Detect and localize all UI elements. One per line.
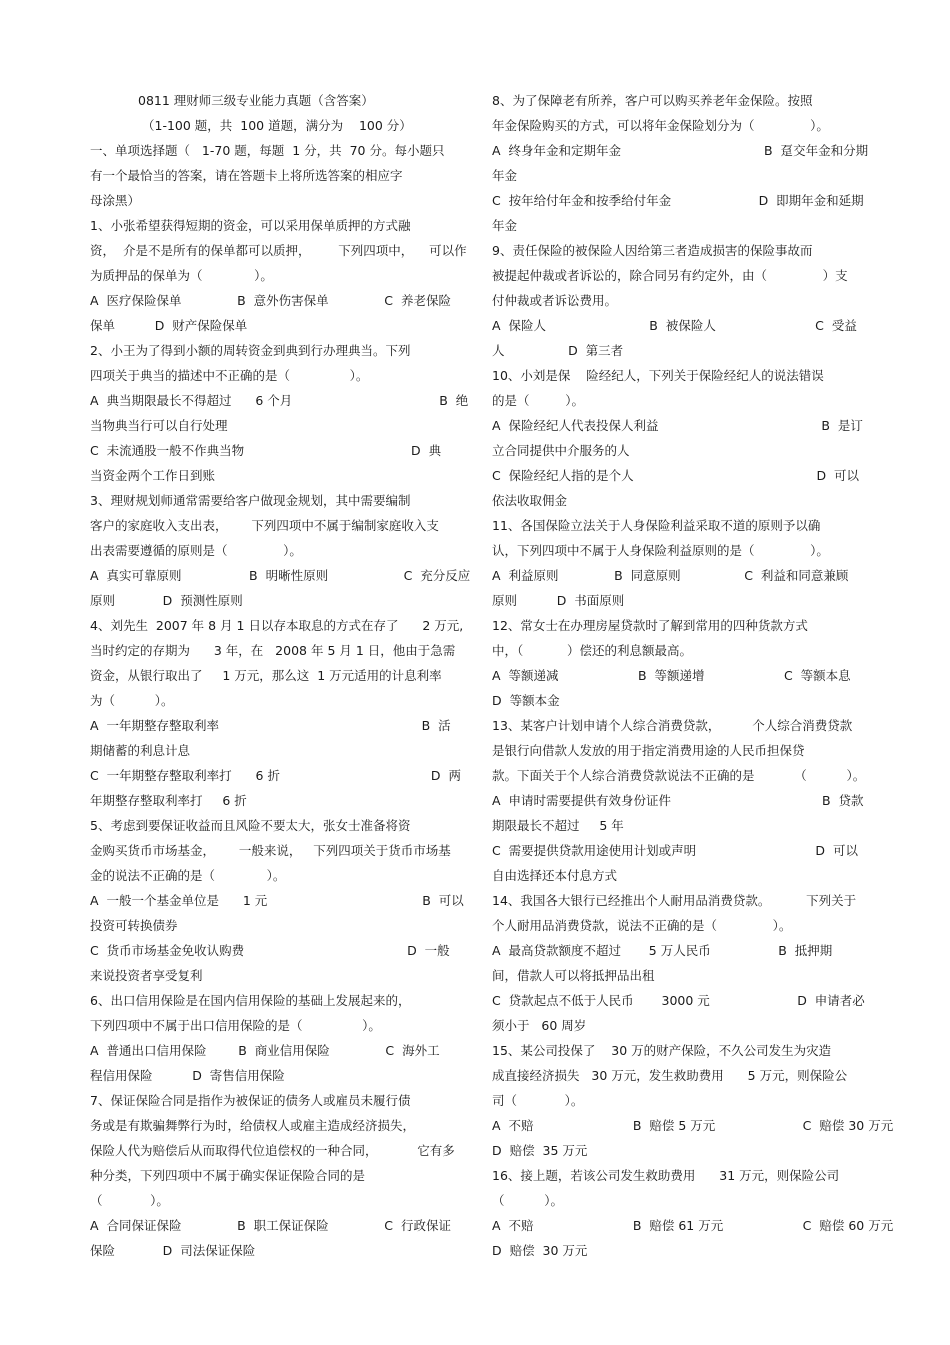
right-text-line: A 保险经纪人代表投保人利益 B 是订 bbox=[492, 418, 863, 433]
right-text-line: 12、常女士在办理房屋贷款时了解到常用的四种货款方式 bbox=[492, 618, 808, 633]
left-text-line: A 真实可靠原则 B 明晰性原则 C 充分反应 bbox=[90, 568, 471, 583]
right-text-line: 11、各国保险立法关于人身保险利益采取不道的原则予以确 bbox=[492, 518, 821, 533]
right-text-line: 16、接上题，若该公司发生救助费用 31 万元，则保险公司 bbox=[492, 1168, 840, 1183]
right-text-line: 期限最长不超过 5 年 bbox=[492, 818, 624, 833]
right-text-line: 15、某公司投保了 30 万的财产保险，不久公司发生为灾造 bbox=[492, 1043, 832, 1058]
left-text-line: 当物典当行可以自行处理 bbox=[90, 418, 228, 433]
left-text-line: 5、考虑到要保证收益而且风险不要太大，张女士准备将资 bbox=[90, 818, 411, 833]
right-text-line: 立合同提供中介服务的人 bbox=[492, 443, 630, 458]
left-text-line: 母涂黑） bbox=[90, 193, 141, 208]
left-text-line: A 典当期限最长不得超过 6 个月 B 绝 bbox=[90, 393, 469, 408]
right-text-line: 13、某客户计划申请个人综合消费贷款， 个人综合消费贷款 bbox=[492, 718, 853, 733]
left-text-line: 下列四项中不属于出口信用保险的是（ ）。 bbox=[90, 1018, 381, 1033]
right-text-line: A 不赔 B 赔偿 5 万元 C 赔偿 30 万元 bbox=[492, 1118, 894, 1133]
left-text-line: C 货币市场基金免收认购费 D 一般 bbox=[90, 943, 450, 958]
left-text-line: 保单 D 财产保险保单 bbox=[90, 318, 248, 333]
left-text-line: 客户的家庭收入支出表， 下列四项中不属于编制家庭收入支 bbox=[90, 518, 439, 533]
left-text-line: 出表需要遵循的原则是（ ）。 bbox=[90, 543, 302, 558]
left-text-line: 2、小王为了得到小额的周转资金到典到行办理典当。下列 bbox=[90, 343, 411, 358]
right-text-line: A 申请时需要提供有效身份证件 B 贷款 bbox=[492, 793, 864, 808]
left-text-line: 原则 D 预测性原则 bbox=[90, 593, 243, 608]
left-text-line: 一、单项选择题（ 1-70 题，每题 1 分，共 70 分。每小题只 bbox=[90, 143, 445, 158]
right-text-line: 8、为了保障老有所养，客户可以购买养老年金保险。按照 bbox=[492, 93, 813, 108]
right-text-line: 认，下列四项中不属于人身保险利益原则的是（ ）。 bbox=[492, 543, 829, 558]
left-text-line: 当时约定的存期为 3 年，在 2008 年 5 月 1 日，他由于急需 bbox=[90, 643, 456, 658]
left-text-line: 四项关于典当的描述中不正确的是（ ）。 bbox=[90, 368, 369, 383]
left-text-line: A 医疗保险保单 B 意外伤害保单 C 养老保险 bbox=[90, 293, 451, 308]
right-text-line: 年金 bbox=[492, 218, 518, 233]
left-text-line: 为质押品的保单为（ ）。 bbox=[90, 268, 273, 283]
right-text-line: A 最高贷款额度不超过 5 万人民币 B 抵押期 bbox=[492, 943, 833, 958]
right-text-line: D 赔偿 35 万元 bbox=[492, 1143, 588, 1158]
left-text-line: A 一年期整存整取利率 B 活 bbox=[90, 718, 451, 733]
right-text-line: 的是（ ）。 bbox=[492, 393, 585, 408]
left-text-line: 保险 D 司法保证保险 bbox=[90, 1243, 256, 1258]
left-text-line: 种分类，下列四项中不属于确实保证保险合同的是 bbox=[90, 1168, 366, 1183]
left-text-line: 为（ ）。 bbox=[90, 693, 174, 708]
right-text-line: 个人耐用品消费贷款，说法不正确的是（ ）。 bbox=[492, 918, 792, 933]
left-text-line: （ ）。 bbox=[90, 1193, 169, 1208]
left-text-line: A 普通出口信用保险 B 商业信用保险 C 海外工 bbox=[90, 1043, 440, 1058]
left-text-line: C 未流通股一般不作典当物 D 典 bbox=[90, 443, 442, 458]
right-text-line: 依法收取佣金 bbox=[492, 493, 568, 508]
left-text-line: 资金，从银行取出了 1 万元，那么这 1 万元适用的计息利率 bbox=[90, 668, 442, 683]
right-text-line: 9、责任保险的被保险人因给第三者造成损害的保险事故而 bbox=[492, 243, 813, 258]
right-text-line: A 不赔 B 赔偿 61 万元 C 赔偿 60 万元 bbox=[492, 1218, 894, 1233]
right-text-line: A 利益原则 B 同意原则 C 利益和同意兼顾 bbox=[492, 568, 849, 583]
left-text-line: 有一个最恰当的答案，请在答题卡上将所选答案的相应字 bbox=[90, 168, 403, 183]
right-text-line: 须小于 60 周岁 bbox=[492, 1018, 587, 1033]
right-text-line: A 等额递减 B 等额递增 C 等额本息 bbox=[492, 668, 851, 683]
left-text-line: 保险人代为赔偿后从而取得代位追偿权的一种合同， 它有多 bbox=[90, 1143, 455, 1158]
right-text-line: 成直接经济损失 30 万元，发生救助费用 5 万元，则保险公 bbox=[492, 1068, 848, 1083]
left-text-line: 4、刘先生 2007 年 8 月 1 日以存本取息的方式在存了 2 万元, bbox=[90, 618, 464, 633]
right-text-line: 10、小刘是保 险经纪人，下列关于保险经纪人的说法错误 bbox=[492, 368, 824, 383]
right-text-line: D 赔偿 30 万元 bbox=[492, 1243, 588, 1258]
left-text-line: 期储蓄的利息计息 bbox=[90, 743, 191, 758]
right-text-line: C 需要提供贷款用途使用计划或声明 D 可以 bbox=[492, 843, 858, 858]
right-text-line: D 等额本金 bbox=[492, 693, 560, 708]
right-text-line: （ ）。 bbox=[492, 1193, 563, 1208]
left-text-line: 金的说法不正确的是（ ）。 bbox=[90, 868, 286, 883]
left-column bbox=[90, 88, 471, 1263]
right-text-line: 间，借款人可以将抵押品出租 bbox=[492, 968, 655, 983]
right-text-line: 款。下面关于个人综合消费贷款说法不正确的是 （ ）。 bbox=[492, 768, 866, 783]
right-text-line: 司（ ）。 bbox=[492, 1093, 584, 1108]
left-text-line: 3、理财规划师通常需要给客户做现金规划，其中需要编制 bbox=[90, 493, 411, 508]
left-text-line: 1、小张希望获得短期的资金，可以采用保单质押的方式融 bbox=[90, 218, 411, 233]
left-text-line: 金购买货币市场基金， 一般来说， 下列四项关于货币市场基 bbox=[90, 843, 451, 858]
right-text-line: C 保险经纪人指的是个人 D 可以 bbox=[492, 468, 860, 483]
left-text-line: 来说投资者享受复利 bbox=[90, 968, 203, 983]
left-text-line: 6、出口信用保险是在国内信用保险的基础上发展起来的， bbox=[90, 993, 411, 1008]
right-text-line: 付仲裁或者诉讼费用。 bbox=[492, 293, 618, 308]
left-text-line: A 一般一个基金单位是 1 元 B 可以 bbox=[90, 893, 464, 908]
right-text-line: 年金 bbox=[492, 168, 518, 183]
right-column bbox=[492, 88, 894, 1263]
right-text-line: 人 D 第三者 bbox=[492, 343, 624, 358]
right-text-line: 是银行向借款人发放的用于指定消费用途的人民币担保贷 bbox=[492, 743, 805, 758]
left-text-line: 投资可转换债券 bbox=[90, 918, 178, 933]
left-text-line: 程信用保险 D 寄售信用保险 bbox=[90, 1068, 285, 1083]
left-text-line: 资， 介是不是所有的保单都可以质押， 下列四项中， 可以作 bbox=[90, 243, 467, 258]
right-text-line: 自由选择还本付息方式 bbox=[492, 868, 618, 883]
left-text-line: C 一年期整存整取利率打 6 折 D 两 bbox=[90, 768, 462, 783]
left-text-line: 7、保证保险合同是指作为被保证的债务人或雇员未履行债 bbox=[90, 1093, 411, 1108]
left-text-line: 年期整存整取利率打 6 折 bbox=[90, 793, 247, 808]
right-text-line: 原则 D 书面原则 bbox=[492, 593, 625, 608]
right-text-line: C 贷款起点不低于人民币 3000 元 D 申请者必 bbox=[492, 993, 865, 1008]
left-text-line: A 合同保证保险 B 职工保证保险 C 行政保证 bbox=[90, 1218, 451, 1233]
left-text-line: （1-100 题，共 100 道题，满分为 100 分） bbox=[142, 118, 412, 133]
right-text-line: 14、我国各大银行已经推出个人耐用品消费贷款。 下列关于 bbox=[492, 893, 857, 908]
left-text-line: 务或是有欺骗舞弊行为时，给债权人或雇主造成经济损失， bbox=[90, 1118, 416, 1133]
right-text-line: A 保险人 B 被保险人 C 受益 bbox=[492, 318, 857, 333]
right-text-line: 年金保险购买的方式，可以将年金保险划分为（ ）。 bbox=[492, 118, 829, 133]
left-text-line: 当资金两个工作日到账 bbox=[90, 468, 216, 483]
right-text-line: C 按年给付年金和按季给付年金 D 即期年金和延期 bbox=[492, 193, 864, 208]
right-text-line: 中，（ ）偿还的利息额最高。 bbox=[492, 643, 692, 658]
right-text-line: A 终身年金和定期年金 B 趸交年金和分期 bbox=[492, 143, 869, 158]
right-text-line: 被提起仲裁或者诉讼的，除合同另有约定外，由（ ）支 bbox=[492, 268, 848, 283]
left-text-line: 0811 理财师三级专业能力真题（含答案） bbox=[138, 93, 374, 108]
